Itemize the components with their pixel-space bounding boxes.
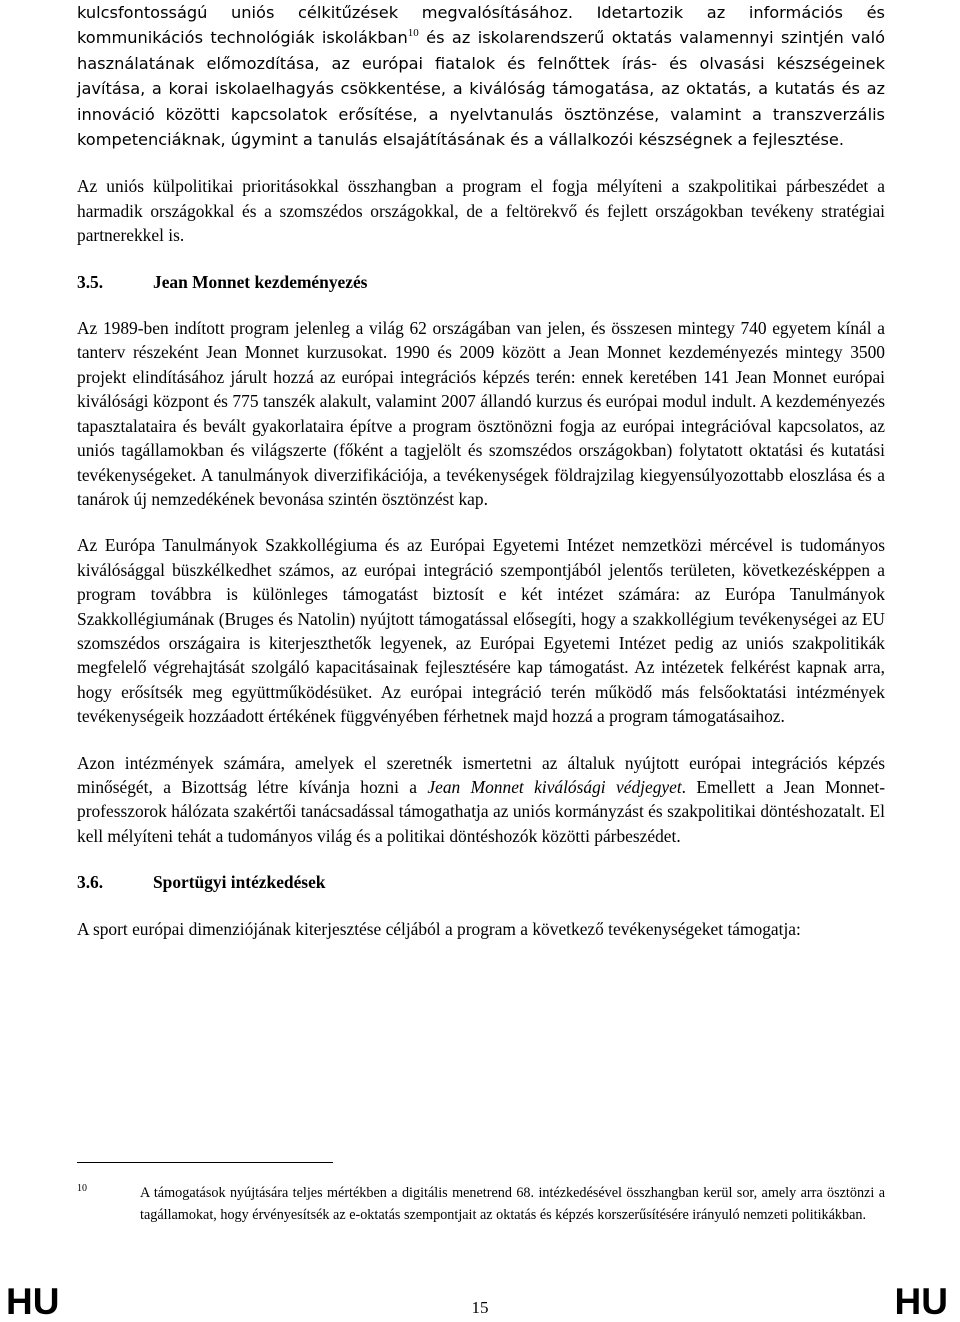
footnote (77, 1183, 885, 1226)
page-number: 15 (471, 1298, 489, 1317)
section-title: Sportügyi intézkedések (153, 872, 326, 893)
section-number: 3.6. (77, 872, 104, 893)
paragraph-4: Az Európa Tanulmányok Szakkollégiuma és az Európai Egyetemi Intézet nemzetközi mércével is tudományos kiválósággal büszkélkedhet számos, az európai integráció szempontjából jelentős területen, következésképpen a program továbbra is különleges támogatást biztosít e két intézet számára: az Európa Tanulmányok Szakkollégiumának (Bruges és Natolin) nyújtott támogatással elősegíti, hogy a szakkollégium tevékenységei az EU szomszédos országaira is kiterjeszthetők legyenek, az Európai Egyetemi Intézet pedig az uniós szakpolitikák megfelelő végrehajtását szolgáló kapacitásainak fejlesztésére kap támogatást. Az intézetek felkérést kapnak arra, hogy erősítsék meg együttműködésüket. Az európai integráció terén működő más felsőoktatási intézmények tevékenységeik hozzáadott értékének függvényében férhetnek majd hozzá a program támogatásaihoz. (77, 535, 885, 727)
footnote-text: A támogatások nyújtására teljes mértékben a digitális menetrend 68. intézkedésével összhangban kerül sor, amely arra ösztönzi a tagállamokat, hogy érvényesítsék az e-oktatás szempontjait az oktatás és képzés korszerűsítésére irányuló nemzeti politikákban. (140, 1185, 885, 1223)
paragraph-1-text-b: és az iskolarendszerű oktatás valamennyi szintjén való használatának előmozdítása, az európai fiatalok és felnőttek írás- és olvasási készségeinek javítása, a korai iskolaelhagyás csökkentése, a kiválóság támogatása, az oktatás, a kutatás és az innováció közötti kapcsolatok erősítése, a nyelvtanulás ösztönzése, valamint a transzverzális kompetenciáknak, úgymint a tanulás elsajátításának és a vállalkozói készségnek a fejlesztése. (77, 28, 886, 150)
footnote-divider (77, 1162, 333, 1163)
footnote-ref[interactable]: 10 (407, 27, 419, 40)
paragraph-1-text-a: kulcsfontosságú uniós célkitűzések megvalósításához. Idetartozik az információs és kommunikációs technológiák iskolákban (77, 3, 885, 48)
paragraph-5 (77, 751, 885, 849)
paragraph-2: Az uniós külpolitikai prioritásokkal összhangban a program el fogja mélyíteni a szakpolitikai párbeszédet a harmadik országokkal és a szomszédos országokkal, de a feltörekvő és fejlett országokban tevékeny stratégiai partnerekkel is. (77, 176, 885, 246)
paragraph-5-italic: Jean Monnet kiválósági védjegyet (427, 776, 682, 797)
paragraph-3: Az 1989-ben indított program jelenleg a világ 62 országában van jelen, és összesen mintegy 740 egyetem kínál a tanterv részeként Jean Monnet kurzusokat. 1990 és 2009 között a Jean Monnet kezdeményezés mintegy 3500 projekt elindításához járult hozzá az európai integrációs képzés terén: ennek keretében 141 Jean Monnet európai kiválósági központ és 775 tanszék alakult, valamint 2007 állandó kurzus és európai modul indult. A kezdeményezés tapasztalataira és bevált gyakorlataira építve a program ösztönözni fogja az európai integrációval kapcsolatos, az uniós tagállamokban és világszerte (főként a tagjelölt és szomszédos országokban) folytatott oktatási és kutatási tevékenységeket. A tanulmányok diverzifikációja, a tevékenységek földrajzilag kiegyensúlyozottabb eloszlása és a tanárok új nemzedékének bevonása szintén ösztönzést kap. (77, 318, 885, 509)
paragraph-1 (77, 0, 885, 152)
language-code-right: HU (894, 1281, 948, 1322)
document-body (77, 0, 885, 941)
paragraph-5-text-a: Azon intézmények számára, amelyek el szeretnék ismertetni az általuk nyújtott európai integrációs képzés minőségét, a Bizottság létre kívánja hozni a (77, 752, 885, 797)
section-title: Jean Monnet kezdeményezés (153, 271, 368, 292)
footnote-number: 10 (77, 1183, 87, 1194)
section-heading-3-5 (77, 270, 885, 294)
paragraph-5-text-b: . Emellett a Jean Monnet-professzorok hálózata szakértői tanácsadással támogathatja az uniós kormányzást és szakpolitikai döntéshozatalt. El kell mélyíteni tehát a tudományos világ és a politikai döntéshozók közötti párbeszédet. (77, 776, 886, 846)
language-code-left: HU (6, 1281, 60, 1322)
section-heading-3-6 (77, 870, 885, 894)
section-number: 3.5. (77, 271, 104, 292)
paragraph-6: A sport európai dimenziójának kiterjesztése céljából a program a következő tevékenységeket támogatja: (77, 918, 801, 939)
